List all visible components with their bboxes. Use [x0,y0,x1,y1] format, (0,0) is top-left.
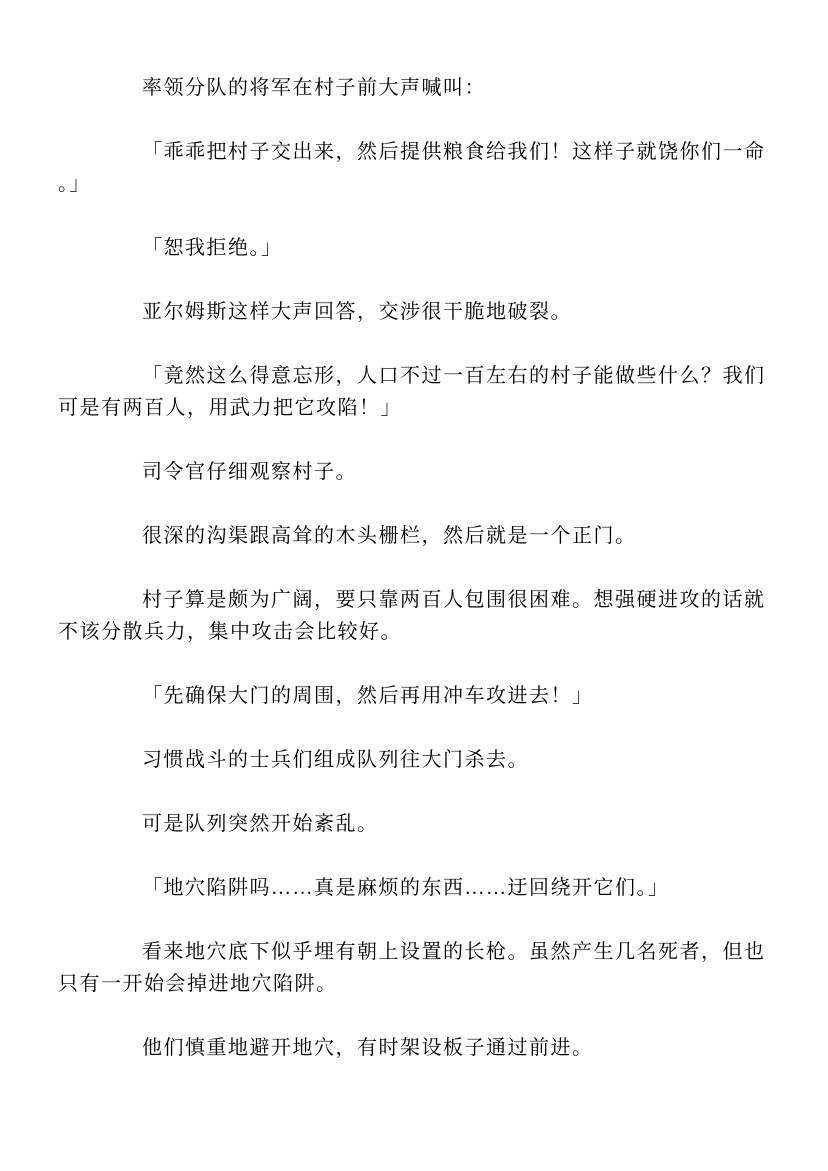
paragraph-narration-9: 他们慎重地避开地穴，有时架设板子通过前进。 [142,1037,594,1059]
paragraph-narration-6: 习惯战斗的士兵们组成队列往大门杀去。 [142,749,529,771]
paragraph-narration-4: 很深的沟渠跟高耸的木头栅栏，然后就是一个正门。 [142,525,637,547]
paragraph-narration-2: 亚尔姆斯这样大声回答，交涉很干脆地破裂。 [142,301,572,323]
paragraph-narration-1: 率领分队的将军在村子前大声喊叫： [142,77,486,99]
paragraph-dialogue-2: 「恕我拒绝。」 [142,237,283,259]
document-body [58,72,773,1064]
paragraph-narration-7: 可是队列突然开始紊乱。 [142,813,379,835]
paragraph-dialogue-3: 「竟然这么得意忘形，人口不过一百左右的村子能做些什么？我们可是有两百人，用武力把它攻陷！」 [58,365,766,419]
paragraph-narration-3: 司令官仔细观察村子。 [142,461,357,483]
paragraph-dialogue-5: 「地穴陷阱吗……真是麻烦的东西……迂回绕开它们。」 [142,877,670,899]
paragraph-dialogue-4: 「先确保大门的周围，然后再用冲车攻进去！」 [142,685,594,707]
paragraph-narration-5: 村子算是颇为广阔，要只靠两百人包围很困难。想强硬进攻的话就不该分散兵力，集中攻击会比较好。 [58,589,766,643]
paragraph-dialogue-1: 「乖乖把村子交出来，然后提供粮食给我们！这样子就饶你们一命。」 [58,141,766,195]
paragraph-narration-8: 看来地穴底下似乎埋有朝上设置的长枪。虽然产生几名死者，但也只有一开始会掉进地穴陷阱。 [58,941,766,995]
